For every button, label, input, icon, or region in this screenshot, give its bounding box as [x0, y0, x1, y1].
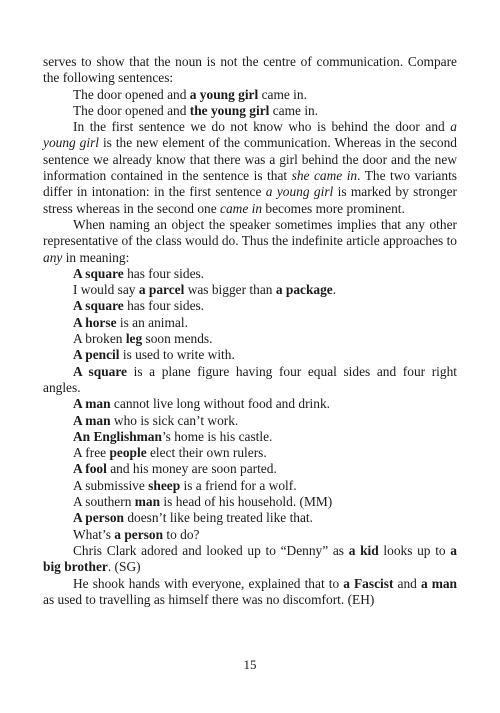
example-4: I would say a parcel was bigger than a package.	[73, 282, 337, 298]
emphasis: a big brother	[43, 542, 457, 575]
example-20: He shook hands with everyone, explained that to a Fascist and a man as used to travelling as himself there was no discomfort. (EH)	[43, 575, 458, 607]
emphasis: sheep	[148, 477, 181, 493]
emphasis: the young girl	[189, 102, 270, 118]
example-1: The door opened and a young girl came in.	[73, 86, 307, 102]
emphasis: a Fascist	[343, 575, 394, 591]
example-14: A fool and his money are soon parted.	[73, 461, 277, 477]
italic-phrase: a young girl	[265, 184, 334, 200]
example-11: A man who is sick can’t work.	[73, 412, 239, 428]
emphasis: A pencil	[73, 347, 120, 363]
emphasis: A square	[73, 298, 124, 314]
emphasis: A man	[73, 412, 111, 428]
body-text	[43, 54, 457, 608]
example-19: Chris Clark adored and looked up to “Denny” as a kid looks up to a big brother. (SG)	[43, 542, 457, 575]
italic-phrase: came in	[220, 200, 263, 216]
emphasis: A square	[73, 265, 124, 281]
emphasis: a parcel	[138, 282, 185, 298]
example-12: An Englishman’s home is his castle.	[73, 428, 273, 444]
emphasis: a man	[420, 575, 458, 591]
emphasis: people	[109, 445, 147, 461]
paragraph-2: In the first sentence we do not know who is behind the door and a young girl is the new element of the communication. Whereas in the second sentence we already know that there was a girl behind the door and the new information contained in the sentence is that she came in. The two variants differ in intonation: in the first sentence a young girl is marked by stronger stress whereas in the second one came in becomes more prominent.	[43, 119, 458, 216]
emphasis: A man	[73, 396, 111, 412]
emphasis: a young girl	[189, 86, 259, 102]
emphasis: An Englishman	[73, 428, 162, 444]
example-2: The door opened and the young girl came in.	[73, 102, 319, 118]
italic-phrase: a young girl	[43, 119, 457, 151]
example-15: A submissive sheep is a friend for a wolf.	[73, 477, 297, 493]
paragraph-3: When naming an object the speaker sometimes implies that any other representative of the class would do. Thus the indefinite article approaches to any in meaning:	[43, 216, 457, 265]
example-3: A square has four sides.	[73, 265, 205, 281]
example-13: A free people elect their own rulers.	[73, 445, 267, 461]
emphasis: a package	[275, 282, 333, 298]
paragraph-1: serves to show that the noun is not the centre of communication. Compare the following sentences:	[43, 54, 457, 86]
emphasis: A fool	[73, 461, 107, 477]
example-18: What’s a person to do?	[73, 526, 200, 542]
italic-phrase: any	[43, 249, 63, 265]
emphasis: a kid	[348, 542, 379, 558]
example-6: A horse is an animal.	[73, 314, 188, 330]
example-16: A southern man is head of his household. (MM)	[73, 494, 333, 510]
page-number: 15	[243, 657, 257, 672]
example-9: A square is a plane figure having four equal sides and four right angles.	[43, 363, 458, 395]
example-5: A square has four sides.	[73, 298, 205, 314]
emphasis: leg	[125, 331, 143, 347]
italic-phrase: she came in	[291, 168, 358, 184]
emphasis: A square	[73, 363, 127, 379]
emphasis: a person	[114, 526, 164, 542]
emphasis: man	[134, 494, 161, 510]
emphasis: A person	[73, 510, 124, 526]
emphasis: A horse	[73, 314, 117, 330]
example-10: A man cannot live long without food and drink.	[73, 396, 331, 412]
example-8: A pencil is used to write with.	[73, 347, 235, 363]
example-7: A broken leg soon mends.	[73, 331, 213, 347]
example-17: A person doesn’t like being treated like that.	[73, 510, 313, 526]
